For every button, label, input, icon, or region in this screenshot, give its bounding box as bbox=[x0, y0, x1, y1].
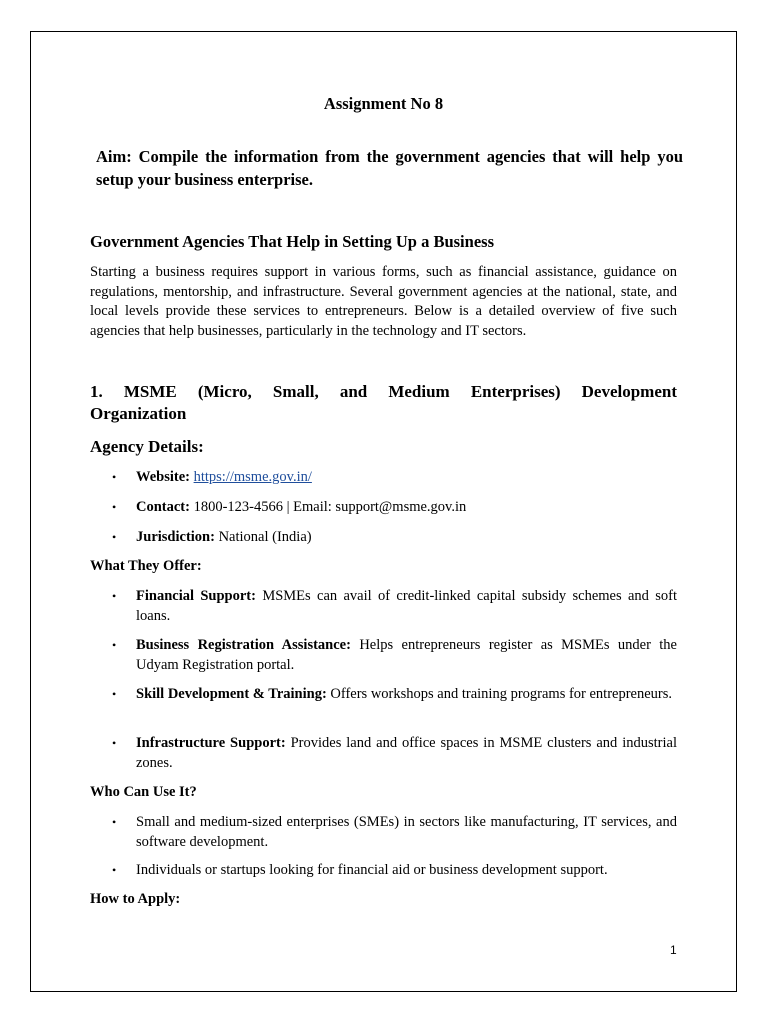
offer-label: Skill Development & Training: bbox=[136, 686, 327, 702]
list-item-website bbox=[112, 468, 677, 488]
who-can-use-text: Individuals or startups looking for financial aid or business development support. bbox=[136, 862, 608, 878]
list-item-who-can-use bbox=[112, 813, 677, 852]
list-item-offer bbox=[112, 636, 677, 675]
website-label: Website: bbox=[136, 469, 190, 485]
intro-paragraph: Starting a business requires support in various forms, such as financial assistance, guidance on regulations, mentorship, and infrastructure. Several government agencies at the national, state, and local levels provide these services to entrepreneurs. Below is a detailed overview of five such agencies that help businesses, particularly in the technology and IT sectors. bbox=[90, 264, 677, 339]
contact-label: Contact: bbox=[136, 499, 190, 515]
what-they-offer-heading: What They Offer: bbox=[90, 558, 202, 574]
bullet-icon: • bbox=[112, 470, 117, 484]
bullet-icon: • bbox=[112, 736, 117, 750]
list-item-contact bbox=[112, 498, 677, 518]
bullet-icon: • bbox=[112, 500, 117, 514]
jurisdiction-label: Jurisdiction: bbox=[136, 529, 215, 545]
contact-value: 1800-123-4566 | Email: support@msme.gov.in bbox=[189, 499, 467, 515]
jurisdiction-value: National (India) bbox=[214, 529, 312, 545]
org-heading-line1: 1. MSME (Micro, Small, and Medium Enterprises) Development bbox=[90, 382, 677, 401]
list-item-jurisdiction bbox=[112, 528, 677, 548]
offer-label: Business Registration Assistance: bbox=[136, 637, 351, 653]
offer-label: Financial Support: bbox=[136, 588, 256, 604]
bullet-icon: • bbox=[112, 863, 117, 877]
website-link[interactable]: https://msme.gov.in/ bbox=[193, 469, 312, 485]
section-heading: Government Agencies That Help in Setting Up a Business bbox=[90, 232, 494, 251]
offer-text: Offers workshops and training programs for entrepreneurs. bbox=[326, 686, 673, 702]
offer-text: Provides land and office spaces in MSME clusters and industrial zones. bbox=[136, 735, 678, 771]
list-item-offer bbox=[112, 734, 677, 773]
agency-details-heading: Agency Details: bbox=[90, 437, 204, 456]
offer-label: Infrastructure Support: bbox=[136, 735, 286, 751]
who-can-use-text: Small and medium-sized enterprises (SMEs) in sectors like manufacturing, IT services, and software development. bbox=[136, 814, 677, 850]
document-title: Assignment No 8 bbox=[323, 94, 444, 113]
page-number: 1 bbox=[670, 943, 677, 957]
aim-statement: Aim: Compile the information from the government agencies that will help you setup your business enterprise. bbox=[96, 147, 683, 189]
bullet-icon: • bbox=[112, 530, 117, 544]
bullet-icon: • bbox=[112, 638, 117, 652]
bullet-icon: • bbox=[112, 815, 117, 829]
who-can-use-heading: Who Can Use It? bbox=[90, 784, 197, 800]
how-to-apply-heading: How to Apply: bbox=[90, 891, 181, 907]
bullet-icon: • bbox=[112, 687, 117, 701]
list-item-who-can-use bbox=[112, 861, 677, 881]
offer-text: MSMEs can avail of credit-linked capital subsidy schemes and soft loans. bbox=[136, 588, 678, 624]
list-item-offer bbox=[112, 685, 677, 705]
offer-text: Helps entrepreneurs register as MSMEs under the Udyam Registration portal. bbox=[136, 637, 677, 673]
bullet-icon: • bbox=[112, 589, 117, 603]
list-item-offer bbox=[112, 587, 677, 626]
org-heading-line2: Organization bbox=[90, 404, 187, 423]
